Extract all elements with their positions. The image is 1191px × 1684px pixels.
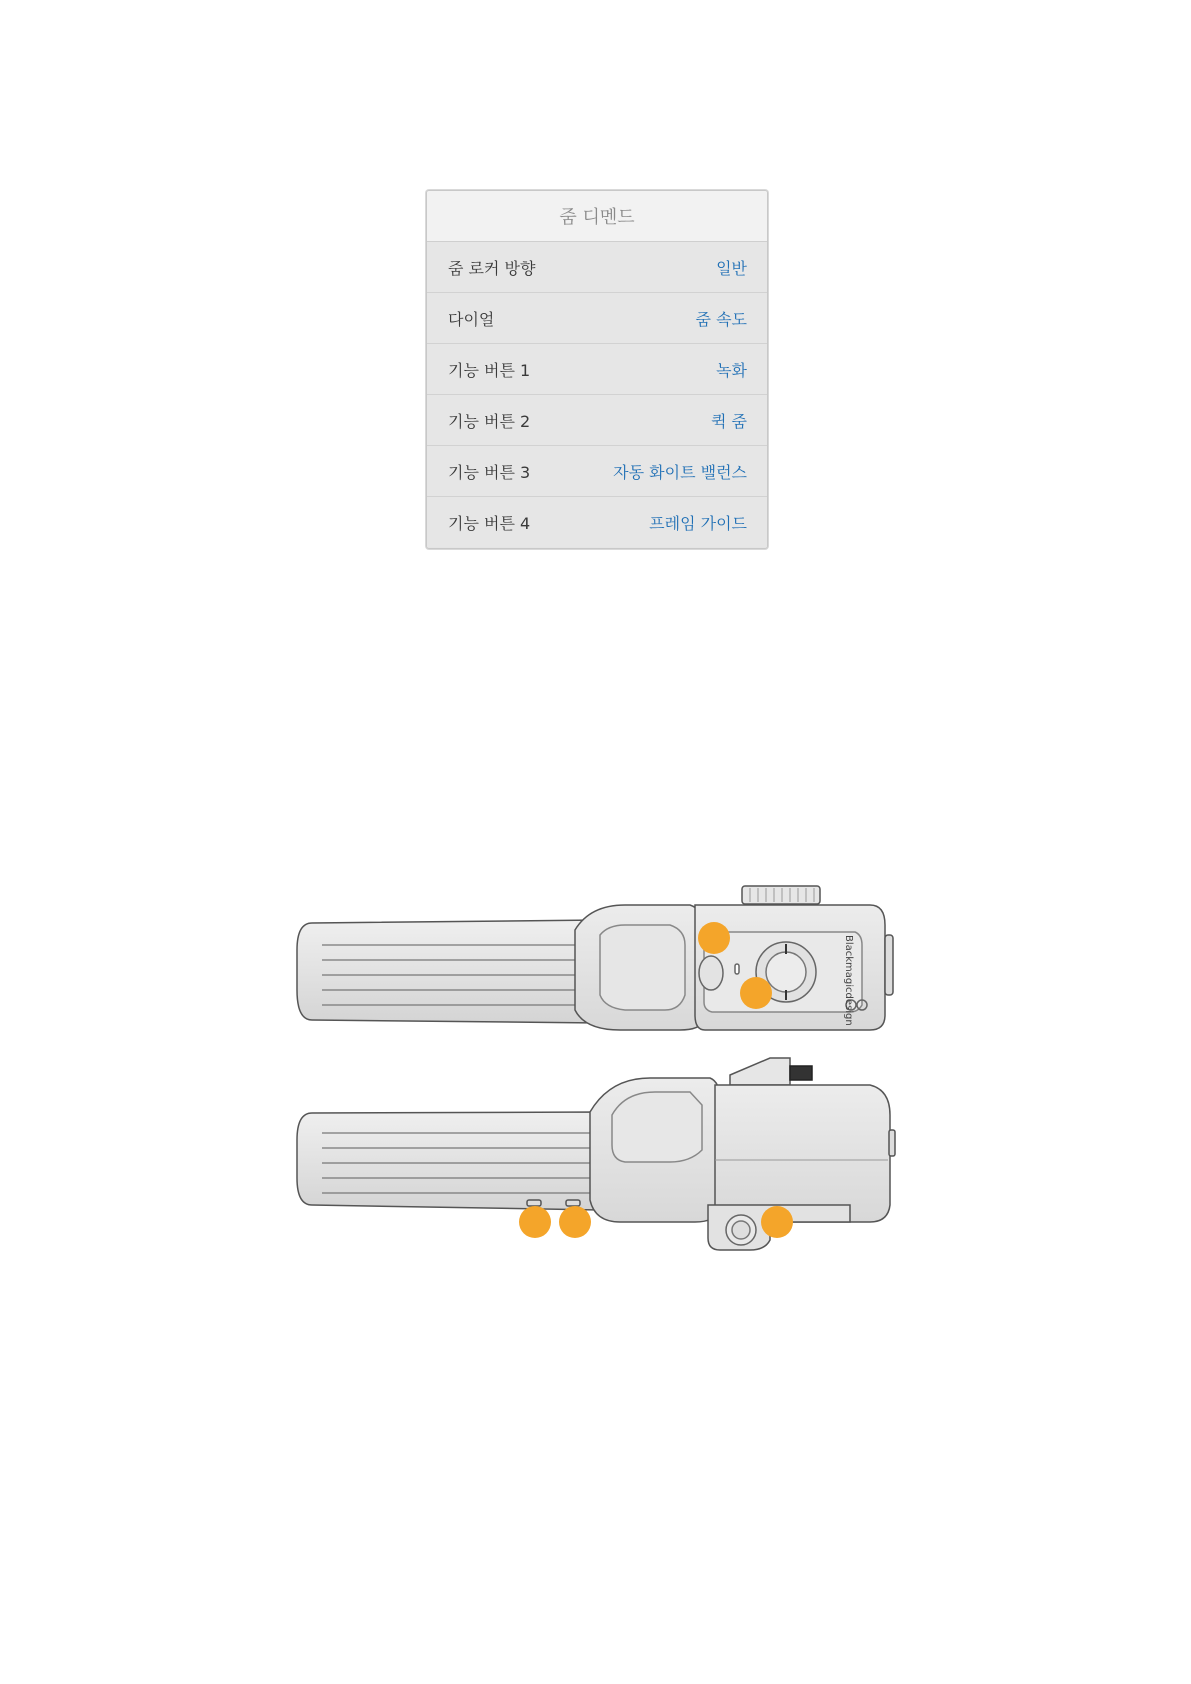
row-value[interactable]: 프레임 가이드 <box>649 513 747 533</box>
row-label: 기능 버튼 4 <box>448 513 531 533</box>
top-view-device <box>297 886 893 1030</box>
callout-function-button-2 <box>559 1206 591 1238</box>
row-value[interactable]: 자동 화이트 밸런스 <box>613 462 747 482</box>
side-view-device <box>297 1058 895 1250</box>
row-label: 다이얼 <box>448 309 495 329</box>
row-value[interactable]: 줌 속도 <box>695 309 747 329</box>
brand-logo-text: Blackmagicdesign <box>843 935 854 1026</box>
row-label: 기능 버튼 1 <box>448 360 531 380</box>
callout-function-button-1 <box>519 1206 551 1238</box>
row-label: 기능 버튼 3 <box>448 462 531 482</box>
row-value[interactable]: 일반 <box>716 258 747 278</box>
row-label: 줌 로커 방향 <box>448 258 536 278</box>
callout-zoom-rocker <box>698 922 730 954</box>
row-value[interactable]: 녹화 <box>716 360 747 380</box>
menu-title: 줌 디멘드 <box>427 191 767 242</box>
row-value[interactable]: 퀵 줌 <box>711 411 747 431</box>
callout-dial <box>740 977 772 1009</box>
row-label: 기능 버튼 2 <box>448 411 531 431</box>
callout-side-button <box>761 1206 793 1238</box>
